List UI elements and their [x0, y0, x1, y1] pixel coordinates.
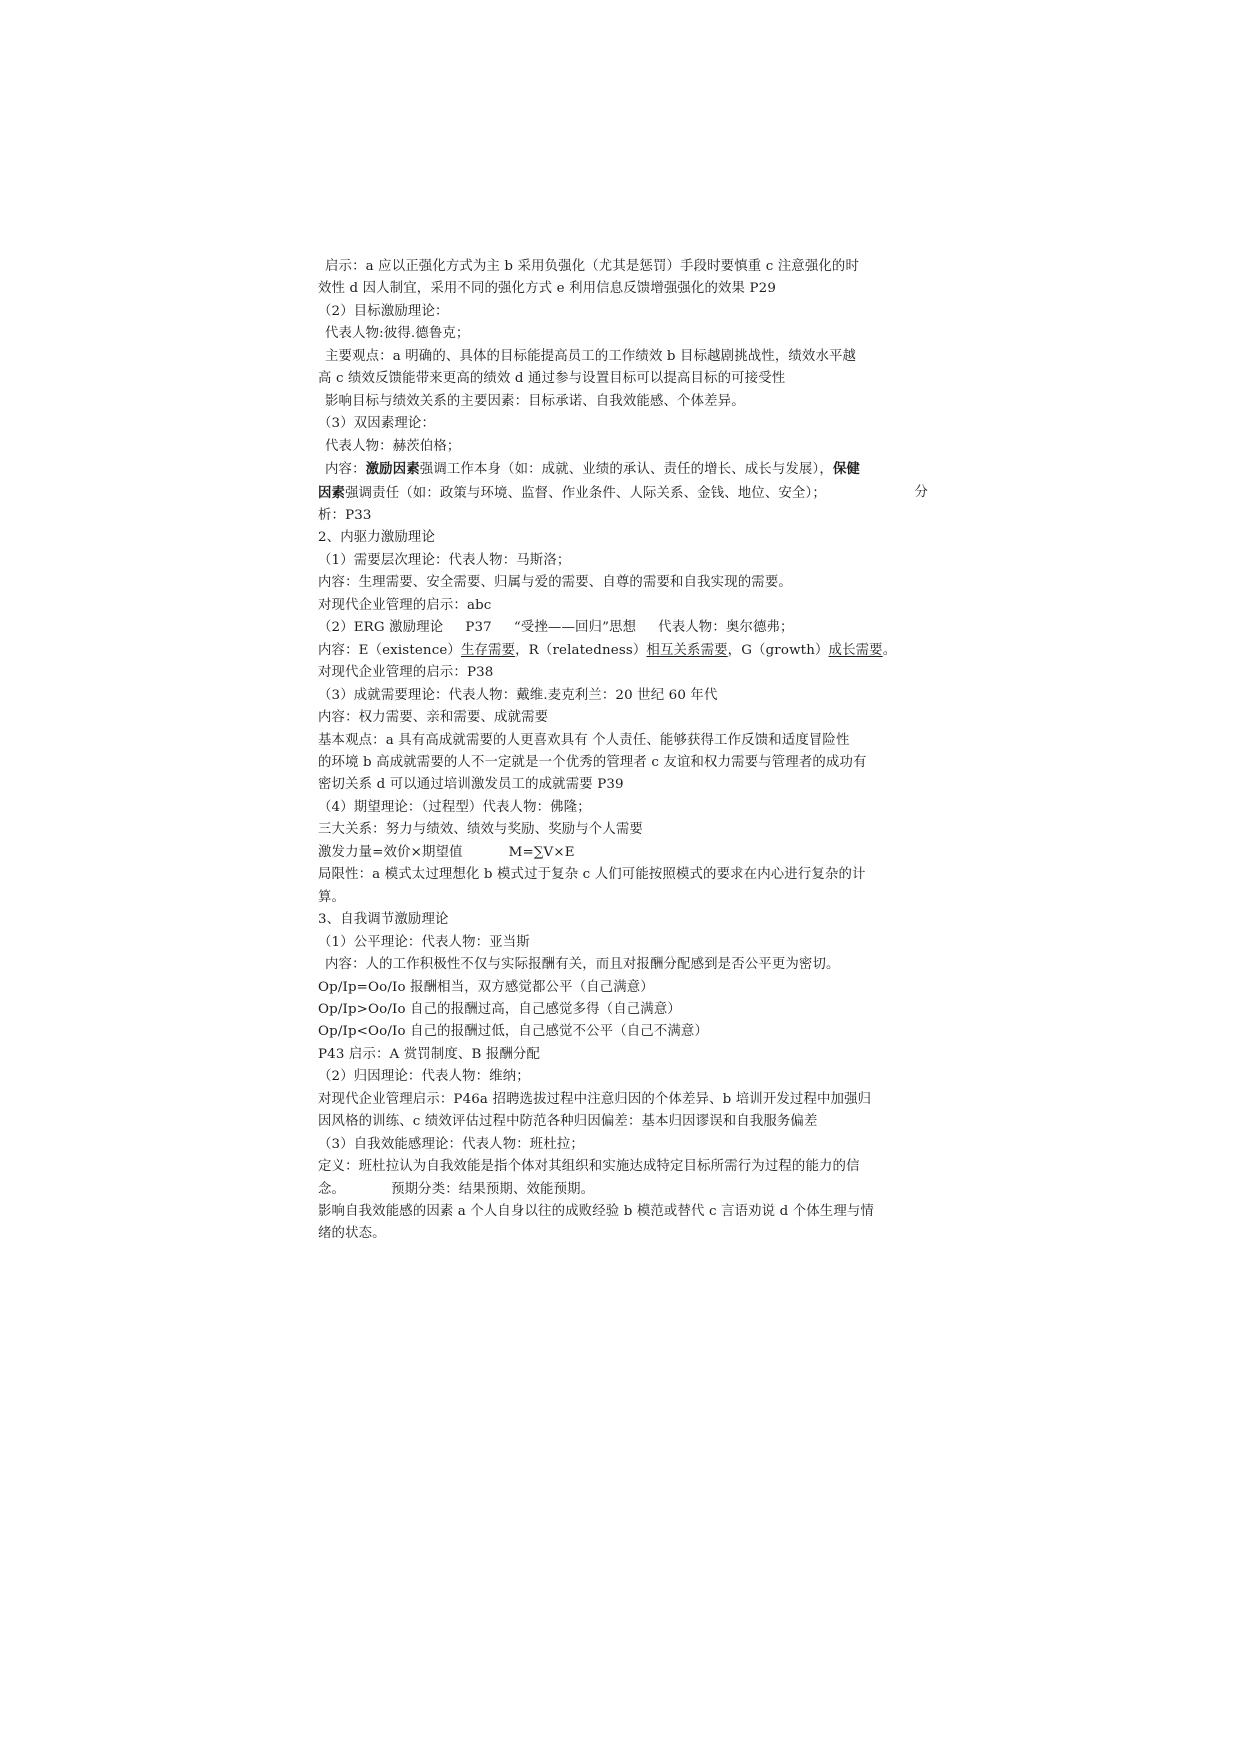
bold-term: 激励因素	[365, 461, 420, 478]
text-line: 的环境 b 高成就需要的人不一定就是一个优秀的管理者 c 友谊和权力需要与管理者的成功有	[318, 754, 867, 770]
text-line	[318, 640, 928, 662]
section-heading: （3）双因素理论：	[318, 416, 435, 432]
text-line: P43 启示：A 赏罚制度、B 报酬分配	[318, 1046, 541, 1062]
text-line: 密切关系 d 可以通过培训激发员工的成就需要 P39	[318, 777, 624, 793]
text-line: 主要观点：a 明确的、具体的目标能提高员工的工作绩效 b 目标越剧挑战性，绩效水平越	[325, 348, 857, 364]
section-heading: （4）期望理论：（过程型）代表人物：佛隆；	[318, 799, 591, 815]
text-line: 算。	[318, 889, 346, 905]
text-run: P37	[465, 620, 492, 636]
text-run: ，R（relatedness）	[515, 642, 647, 658]
text-line: 代表人物：赫茨伯格；	[325, 438, 461, 454]
text-run: ，G（growth）	[727, 642, 829, 658]
text-line: 内容：人的工作积极性不仅与实际报酬有关，而且对报酬分配感到是否公平更为密切。	[325, 957, 840, 973]
text-run: 内容：E（existence）	[318, 642, 461, 658]
text-line: 代表人物:彼得.德鲁克；	[325, 326, 470, 342]
text-run: 代表人物：奥尔德弗；	[658, 620, 794, 636]
text-line: Op/Ip=Oo/Io 报酬相当，双方感觉都公平（自己满意）	[318, 979, 654, 995]
text-line: 影响自我效能感的因素 a 个人自身以往的成败经验 b 模范或替代 c 言语劝说 d 个体生理与情	[318, 1204, 874, 1220]
text-line	[318, 482, 928, 505]
bold-term: 保健	[832, 461, 860, 478]
underlined-term: 生存需要	[460, 642, 516, 658]
underlined-term: 相互关系需要	[646, 642, 728, 658]
text-line: 对现代企业管理的启示：abc	[318, 597, 492, 613]
text-line: 基本观点：a 具有高成就需要的人更喜欢具有 个人责任、能够获得工作反馈和适度冒险性	[318, 732, 850, 748]
text-line: Op/Ip<Oo/Io 自己的报酬过低，自己感觉不公平（自己不满意）	[318, 1024, 708, 1040]
text-run: 分	[914, 484, 928, 500]
text-run: “受挫——回归”思想	[513, 620, 637, 636]
text-line	[318, 458, 928, 481]
formula-line	[318, 842, 928, 864]
section-heading: （1）需要层次理论：代表人物：马斯洛；	[318, 552, 571, 568]
section-heading: （3）自我效能感理论：代表人物：班杜拉；	[318, 1136, 584, 1152]
text-line: 影响目标与绩效关系的主要因素：目标承诺、自我效能感、个体差异。	[325, 393, 745, 409]
section-heading: （2）归因理论：代表人物：维纳；	[318, 1069, 530, 1085]
text-run: 激发力量=效价×期望值	[318, 844, 463, 860]
text-run: 。	[882, 642, 897, 658]
text-run: 强调工作本身（如：成就、业绩的承认、责任的增长、成长与发展），	[419, 462, 833, 478]
formula: M=∑V×E	[508, 844, 575, 860]
text-line: 效性 d 因人制宜，采用不同的强化方式 e 利用信息反馈增强强化的效果 P29	[318, 281, 777, 297]
section-heading	[318, 617, 928, 639]
text-line: Op/Ip>Oo/Io 自己的报酬过高，自己感觉多得（自己满意）	[318, 1001, 681, 1017]
text-line: 对现代企业管理启示：P46a 招聘选拔过程中注意归因的个体差异、b 培训开发过程中加强归	[318, 1091, 872, 1107]
text-line	[318, 1179, 928, 1201]
text-line: 内容：权力需要、亲和需要、成就需要	[318, 710, 549, 726]
text-run: 念。	[318, 1181, 346, 1197]
section-heading: （2）目标激励理论：	[318, 303, 449, 319]
underlined-term: 成长需要	[828, 642, 883, 658]
text-line: 定义：班杜拉认为自我效能是指个体对其组织和实施达成特定目标所需行为过程的能力的信	[318, 1159, 860, 1175]
text-line: 启示：a 应以正强化方式为主 b 采用负强化（尤其是惩罚）手段时要慎重 c 注意强化的时	[325, 259, 859, 274]
section-heading: （1）公平理论：代表人物：亚当斯	[318, 934, 530, 950]
text-run: 预期分类：结果预期、效能预期。	[391, 1181, 595, 1197]
text-line: 绪的状态。	[318, 1226, 386, 1242]
text-line: 内容：生理需要、安全需要、归属与爱的需要、自尊的需要和自我实现的需要。	[318, 575, 792, 591]
text-run: 内容：	[325, 462, 366, 478]
text-line: 高 c 绩效反馈能带来更高的绩效 d 通过参与设置目标可以提高目标的可接受性	[318, 371, 786, 387]
text-line: 析：P33	[318, 507, 372, 523]
text-line: 局限性：a 模式太过理想化 b 模式过于复杂 c 人们可能按照模式的要求在内心进行复杂的计	[318, 867, 866, 883]
text-line: 因风格的训练、c 绩效评估过程中防范各种归因偏差：基本归因谬误和自我服务偏差	[318, 1114, 818, 1130]
bold-term: 因素	[318, 484, 346, 501]
text-line: 对现代企业管理的启示：P38	[318, 665, 494, 681]
section-heading: 3、自我调节激励理论	[318, 912, 449, 928]
text-run: （2）ERG 激励理论	[318, 620, 444, 636]
section-heading: 2、内驱力激励理论	[318, 530, 435, 546]
section-heading: （3）成就需要理论：代表人物：戴维.麦克利兰：20 世纪 60 年代	[318, 687, 718, 703]
text-line: 三大关系：努力与绩效、绩效与奖励、奖励与个人需要	[318, 822, 643, 838]
document-body	[318, 256, 928, 1246]
text-run: 强调责任（如：政策与环境、监督、作业条件、人际关系、金钱、地位、安全）；	[345, 485, 826, 501]
